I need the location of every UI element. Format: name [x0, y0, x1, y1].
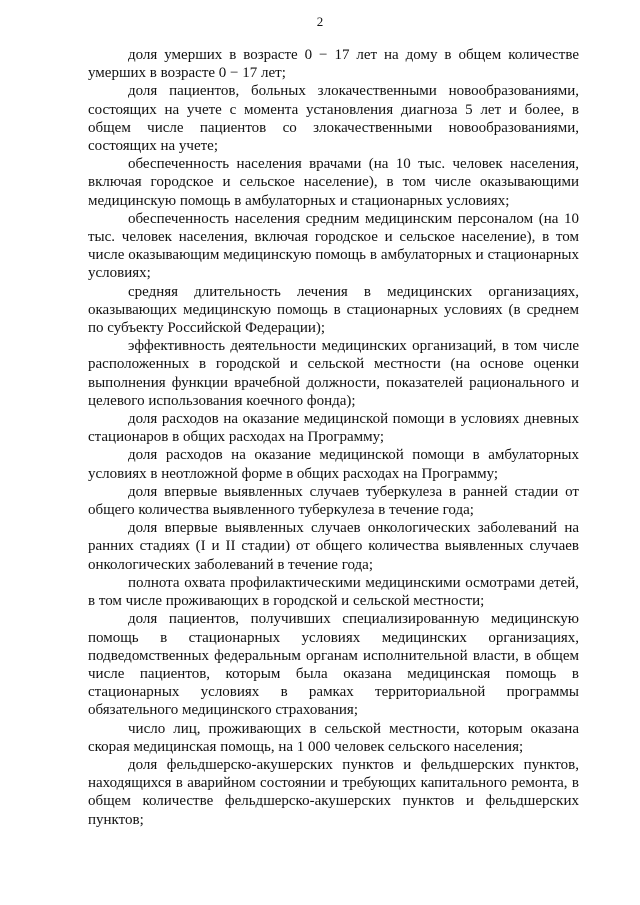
list-item: эффективность деятельности медицинских организаций, в том числе расположенных в городской и сельской местности (на основе оценки выполнения функции врачебной должности, показателей рационального и целевого использования коечного фонда); [88, 338, 579, 409]
list-item: доля расходов на оказание медицинской помощи в амбулаторных условиях в неотложной форме в общих расходах на Программу; [88, 447, 579, 482]
list-item: обеспеченность населения врачами (на 10 тыс. человек населения, включая городское и сельское население), в том числе оказывающими медицинскую помощь в амбулаторных и стационарных условиях; [88, 156, 579, 209]
list-item: доля умерших в возрасте 0 − 17 лет на дому в общем количестве умерших в возрасте 0 − 17 лет; [88, 47, 579, 82]
list-item: полнота охвата профилактическими медицинскими осмотрами детей, в том числе проживающих в городской и сельской местности; [88, 574, 579, 610]
list-item: доля впервые выявленных случаев онкологических заболеваний на ранних стадиях (I и II стадии) от общего количества выявленных случаев онкологических заболеваний в течение года; [88, 520, 579, 573]
list-item: доля фельдшерско-акушерских пунктов и фельдшерских пунктов, находящихся в аварийном состоянии и требующих капитального ремонта, в общем количестве фельдшерско-акушерских пунктов и фельдшерских пунктов; [88, 756, 579, 828]
list-item: доля расходов на оказание медицинской помощи в условиях дневных стационаров в общих расходах на Программу; [88, 411, 579, 446]
list-item: обеспеченность населения средним медицинским персоналом (на 10 тыс. человек населения, включая городское и сельское население), в том числе оказывающим медицинскую помощь в амбулаторных и стационарных условиях; [88, 210, 579, 282]
list-item: доля пациентов, получивших специализированную медицинскую помощь в стационарных условиях медицинских организациях, подведомственных федеральным органам исполнительной власти, в общем числе пациентов, которым была оказана медицинская помощь в стационарных условиях в рамках территориальной программы обязательного медицинского страхования; [88, 611, 579, 719]
list-item: доля пациентов, больных злокачественными новообразованиями, состоящих на учете с момента установления диагноза 5 лет и более, в общем числе пациентов со злокачественными новообразованиями, состоящих на учете; [88, 83, 579, 155]
list-item: средняя длительность лечения в медицинских организациях, оказывающих медицинскую помощь в стационарных условиях (в среднем по субъекту Российской Федерации); [88, 283, 579, 337]
list-item: число лиц, проживающих в сельской местности, которым оказана скорая медицинская помощь, на 1 000 человек сельского населения; [88, 720, 579, 755]
list-item: доля впервые выявленных случаев туберкулеза в ранней стадии от общего количества выявленного туберкулеза в течение года; [88, 483, 579, 519]
document-body [88, 46, 579, 829]
page-number: 2 [316, 14, 324, 29]
